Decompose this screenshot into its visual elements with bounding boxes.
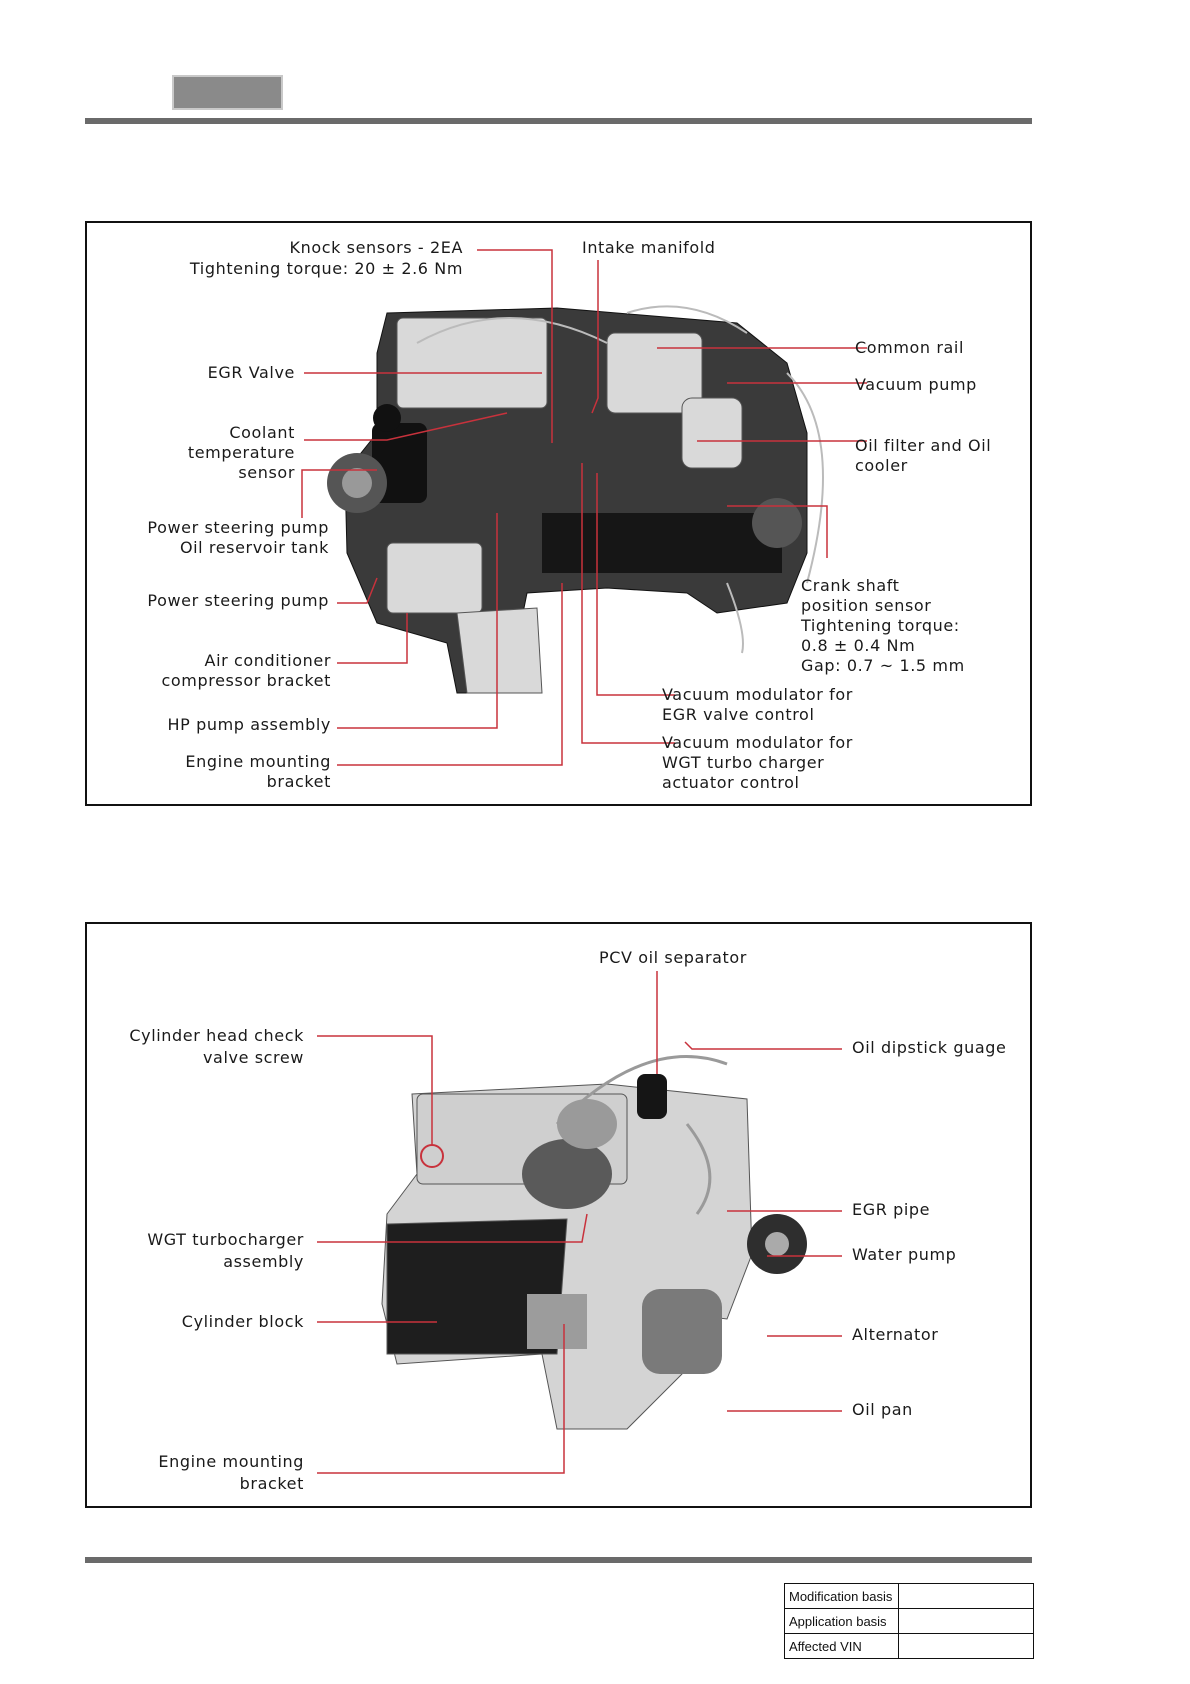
revision-table [784,1583,1034,1659]
table-cell-label: Modification basis [785,1584,899,1609]
label-crank-1: Crank shaft [801,576,900,595]
label-oil-filter-1: Oil filter and Oil [855,436,992,455]
label-vm-egr-2: EGR valve control [662,705,815,724]
header-rule [85,118,1032,124]
table-cell-value [899,1584,1034,1609]
label-alternator: Alternator [852,1325,939,1344]
figure-2-panel [85,922,1032,1508]
label-crank-4: 0.8 ± 0.4 Nm [801,636,916,655]
label-intake-manifold: Intake manifold [582,238,716,257]
label-coolant-1: Coolant [229,423,295,442]
label-wgt-2: assembly [223,1252,304,1271]
label-egr-valve: EGR Valve [207,363,295,382]
label-oil-pan: Oil pan [852,1400,913,1419]
label-coolant-3: sensor [238,463,295,482]
label-vm-wgt-3: actuator control [662,773,800,792]
label-crank-2: position sensor [801,596,932,615]
table-cell-label: Application basis [785,1609,899,1634]
table-row [785,1609,1034,1634]
label-cylinder-block: Cylinder block [181,1312,304,1331]
label-dipstick: Oil dipstick guage [852,1038,1007,1057]
label-hp-pump: HP pump assembly [167,715,331,734]
label-ac-2: compressor bracket [161,671,331,690]
label-vm-egr-1: Vacuum modulator for [662,685,853,704]
label-mount-1: Engine mounting [185,752,331,771]
label-mount-2: bracket [266,772,331,791]
label-ps-pump: Power steering pump [147,591,329,610]
table-row [785,1584,1034,1609]
label-egr-pipe: EGR pipe [852,1200,931,1219]
label-vacuum-pump: Vacuum pump [855,375,977,394]
label-crank-3: Tightening torque: [801,616,960,635]
table-cell-label: Affected VIN [785,1634,899,1659]
label-coolant-2: temperature [187,443,295,462]
label-ps-tank-2: Oil reservoir tank [179,538,329,557]
label-crank-5: Gap: 0.7 ~ 1.5 mm [801,656,965,675]
label-vm-wgt-1: Vacuum modulator for [662,733,853,752]
footer-rule [85,1557,1032,1563]
table-row [785,1634,1034,1659]
section-tab [172,75,283,110]
label-mount-2: bracket [239,1474,304,1493]
label-knock-sensors: Knock sensors - 2EA [289,238,463,257]
label-wgt-1: WGT turbocharger [147,1230,304,1249]
label-oil-filter-2: cooler [855,456,908,475]
table-cell-value [899,1609,1034,1634]
label-knock-torque: Tightening torque: 20 ± 2.6 Nm [189,259,463,278]
label-mount-1: Engine mounting [158,1452,304,1471]
label-vm-wgt-2: WGT turbo charger [662,753,825,772]
label-water-pump: Water pump [852,1245,957,1264]
label-check-valve-1: Cylinder head check [129,1026,304,1045]
label-ps-tank-1: Power steering pump [147,518,329,537]
label-pcv: PCV oil separator [599,948,747,967]
figure-1-panel [85,221,1032,806]
table-cell-value [899,1634,1034,1659]
label-ac-1: Air conditioner [204,651,331,670]
label-common-rail: Common rail [855,338,965,357]
label-check-valve-2: valve screw [202,1048,304,1067]
